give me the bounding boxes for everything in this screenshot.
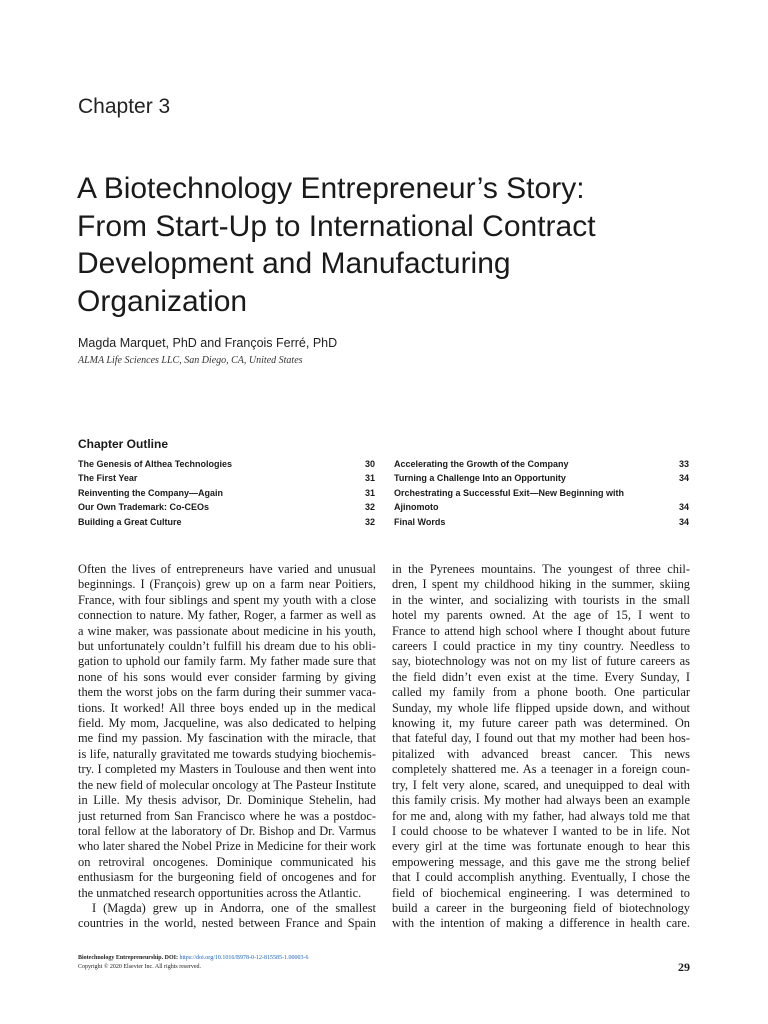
body-line: with the intention of making a difference in health care. [392, 916, 690, 931]
body-line: I could choose to be whatever I wanted to be in life. Not [392, 823, 690, 838]
body-line: say, biotechnology was not on my list of future careers as [392, 654, 690, 669]
body-line: but unfortunately couldn’t fulfill his dream due to his obli- [78, 639, 376, 654]
authors: Magda Marquet, PhD and François Ferré, PhD [78, 336, 338, 350]
body-line: France, with four siblings and spent my youth with a close [78, 592, 376, 607]
body-line: completely shattered me. As a teenager in a foreign coun- [392, 762, 690, 777]
outline-entry-page: 32 [364, 516, 375, 527]
outline-entry-page: 30 [364, 459, 375, 469]
outline-entry[interactable] [394, 500, 689, 514]
title-line: Organization [77, 284, 248, 318]
body-line: dren, I spent my childhood hiking in the summer, skiing [392, 577, 690, 592]
body-line: who later shared the Nobel Prize in Medicine for their work [78, 839, 376, 854]
body-column-left [78, 562, 376, 932]
outline-entry[interactable] [394, 457, 689, 471]
outline-entry-title: The First Year [78, 473, 138, 484]
body-line: called my family from a phone booth. One particular [392, 685, 690, 700]
outline-entry-title: Our Own Trademark: Co-CEOs [78, 502, 210, 513]
outline-right-column [394, 457, 689, 529]
body-line: pitalized with advanced breast cancer. This news [392, 746, 690, 761]
body-column-right [392, 562, 690, 932]
body-line: them the worst jobs on the farm during their summer vaca- [78, 685, 376, 700]
body-line: the field didn’t even exist at the time. Every Sunday, I [392, 669, 690, 684]
outline-entry-page: 33 [678, 459, 689, 469]
outline-entry-title: Ajinomoto [394, 502, 439, 513]
body-line: enthusiasm for the burgeoning field of oncogenes and for [78, 870, 376, 885]
title-line: Development and Manufacturing [77, 247, 511, 280]
body-line: try. I completed my Masters in Toulouse and then went into [78, 762, 376, 777]
body-line: tions. It worked! All three boys ended up in the medical [78, 700, 376, 715]
outline-entry-title: Accelerating the Growth of the Company [394, 459, 569, 469]
outline-entry[interactable] [78, 515, 375, 529]
body-line: that I could accomplish anything. Eventually, I chose the [392, 870, 690, 885]
outline-entry-page: 31 [364, 487, 375, 498]
body-line: in the Pyrenees mountains. The youngest of three chil- [392, 562, 690, 576]
outline-entry[interactable] [78, 486, 375, 500]
body-line: in Lille. My thesis advisor, Dr. Dominique Stehelin, had [78, 793, 376, 808]
chapter-outline-heading: Chapter Outline [78, 437, 169, 451]
copyright: Copyright © 2020 Elsevier Inc. All rights reserved. [78, 964, 202, 970]
outline-entry[interactable] [78, 457, 375, 471]
body-line: in the winter, and socializing with tourists in the small [392, 592, 690, 607]
body-line: field. My mom, Jacqueline, was also dedicated to helping [78, 716, 376, 731]
outline-entry-title: Reinventing the Company—Again [78, 487, 224, 498]
affiliation: ALMA Life Sciences LLC, San Diego, CA, United States [78, 355, 303, 366]
chapter-title [77, 170, 717, 320]
doi-line [78, 954, 309, 963]
body-line: try, I felt very alone, scared, and unequipped to deal with [392, 777, 690, 792]
outline-entry-title: Turning a Challenge Into an Opportunity [394, 473, 566, 484]
body-line: this family crisis. My mother had always been an example [392, 793, 690, 808]
outline-entry-title: Building a Great Culture [78, 516, 182, 527]
outline-entry[interactable] [394, 471, 689, 485]
body-line: empowering message, and this gave me the strong belief [392, 854, 690, 869]
body-line: careers I could practice in my tiny country. Needless to [392, 639, 690, 654]
body-line: connection to nature. My father, Roger, a farmer as well as [78, 608, 376, 623]
outline-entry-title: Final Words [394, 516, 446, 527]
body-line: the new field of molecular oncology at The Pasteur Institute [78, 777, 376, 792]
body-line: gation to uphold our family farm. My father made sure that [78, 654, 376, 669]
outline-entry[interactable] [78, 500, 375, 514]
body-line: me find my passion. My fascination with the miracle, that [78, 731, 376, 746]
chapter-label: Chapter 3 [78, 95, 171, 118]
doi-prefix: DOI: [164, 955, 178, 961]
outline-entry[interactable] [394, 486, 689, 500]
body-line: a wine maker, was passionate about medicine in his youth, [78, 623, 376, 638]
body-line: Often the lives of entrepreneurs have varied and unusual [78, 562, 376, 576]
outline-entry-page: 34 [678, 516, 689, 527]
outline-entry-title: Orchestrating a Successful Exit—New Beginning with [394, 487, 625, 498]
page-footer [78, 954, 309, 972]
outline-entry-page: 32 [364, 502, 375, 513]
body-line: for me and, along with my father, had always told me that [392, 808, 690, 823]
body-line: knowing it, my future career path was determined. On [392, 716, 690, 731]
body-line: Sunday, my whole life flipped upside down, and without [392, 700, 690, 715]
outline-entry-page: 34 [678, 473, 689, 484]
title-line: From Start-Up to International Contract [77, 209, 596, 243]
outline-entry[interactable] [394, 515, 689, 529]
body-line: build a career in the burgeoning field of biotechnology [392, 900, 690, 915]
body-line: that fateful day, I found out that my mother had been hos- [392, 731, 690, 746]
body-line: just returned from San Francisco where he was a postdoc- [78, 808, 376, 823]
doi-link[interactable]: https://doi.org/10.1016/B978-0-12-815585-1.00003-6 [179, 955, 309, 961]
outline-left-column [78, 457, 375, 529]
body-line: the unmatched research opportunities across the Atlantic. [78, 885, 362, 900]
outline-entry-page: 34 [678, 502, 689, 513]
body-line: field of biochemical engineering. I was determined to [392, 885, 690, 900]
body-line: is life, naturally gravitated me towards studying biochemis- [78, 746, 376, 761]
title-line: A Biotechnology Entrepreneur’s Story: [77, 172, 585, 205]
body-line: France to attend high school where I thought about future [392, 623, 690, 638]
body-line: hotel my parents owned. At the age of 15, I went to [392, 608, 690, 623]
body-line: I (Magda) grew up in Andorra, one of the smallest [92, 900, 376, 915]
outline-entry-page: 31 [364, 473, 375, 484]
outline-entry-title: The Genesis of Althea Technologies [78, 459, 233, 469]
body-line: beginnings. I (François) grew up on a farm near Poitiers, [78, 577, 376, 592]
body-line: countries in the world, nested between France and Spain [78, 916, 376, 931]
page-number: 29 [678, 960, 690, 974]
outline-entry[interactable] [78, 471, 375, 485]
body-line: none of his sons would ever consider farming by giving [78, 669, 376, 684]
book-label: Biotechnology Entrepreneurship. [78, 955, 164, 961]
body-line: every girl at the time was fortunate enough to hear this [392, 839, 690, 854]
body-line: on retroviral oncogenes. Dominique communicated his [78, 854, 376, 869]
body-line: toral fellow at the laboratory of Dr. Bishop and Dr. Varmus [78, 823, 376, 838]
